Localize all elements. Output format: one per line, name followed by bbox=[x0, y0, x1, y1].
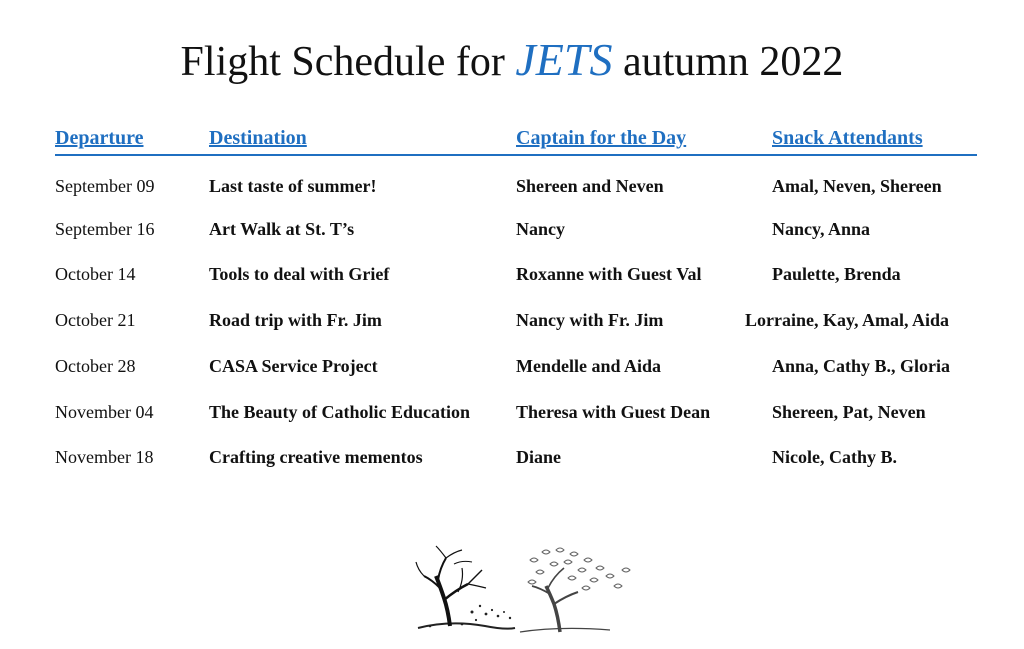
destination: Art Walk at St. T’s bbox=[209, 219, 355, 239]
table-row bbox=[55, 216, 977, 242]
windblown-trees-icon bbox=[410, 540, 640, 640]
snack-attendants: Lorraine, Kay, Amal, Aida bbox=[745, 310, 950, 330]
title-jets: JETS bbox=[515, 34, 613, 85]
snack-attendants: Anna, Cathy B., Gloria bbox=[772, 356, 951, 376]
destination: Tools to deal with Grief bbox=[209, 264, 390, 284]
captain: Mendelle and Aida bbox=[516, 356, 662, 376]
captain: Shereen and Neven bbox=[516, 176, 664, 196]
header-departure: Departure bbox=[55, 127, 144, 149]
departure-date: October 21 bbox=[55, 310, 136, 330]
captain: Theresa with Guest Dean bbox=[516, 402, 711, 422]
table-row bbox=[55, 353, 977, 379]
departure-date: October 14 bbox=[55, 264, 136, 284]
table-row bbox=[55, 173, 977, 199]
departure-date: September 16 bbox=[55, 219, 155, 239]
captain: Nancy with Fr. Jim bbox=[516, 310, 664, 330]
header-destination: Destination bbox=[209, 127, 307, 149]
destination: Crafting creative mementos bbox=[209, 447, 423, 467]
table-row bbox=[55, 444, 977, 470]
table-row bbox=[55, 307, 977, 333]
destination: Road trip with Fr. Jim bbox=[209, 310, 382, 330]
table-row bbox=[55, 399, 977, 425]
header-captain: Captain for the Day bbox=[516, 127, 687, 149]
header-snack-attendants: Snack Attendants bbox=[772, 127, 923, 149]
snack-attendants: Nicole, Cathy B. bbox=[772, 447, 897, 467]
snack-attendants: Paulette, Brenda bbox=[772, 264, 901, 284]
snack-attendants: Shereen, Pat, Neven bbox=[772, 402, 926, 422]
captain: Diane bbox=[516, 447, 561, 467]
snack-attendants: Amal, Neven, Shereen bbox=[772, 176, 942, 196]
departure-date: September 09 bbox=[55, 176, 155, 196]
captain: Roxanne with Guest Val bbox=[516, 264, 702, 284]
captain: Nancy bbox=[516, 219, 565, 239]
departure-date: November 04 bbox=[55, 402, 154, 422]
snack-attendants: Nancy, Anna bbox=[772, 219, 871, 239]
destination: Last taste of summer! bbox=[209, 176, 377, 196]
title-suffix: autumn 2022 bbox=[612, 39, 844, 85]
page-title bbox=[0, 30, 1024, 92]
title-prefix: Flight Schedule for bbox=[180, 39, 516, 85]
table-header bbox=[55, 124, 977, 156]
departure-date: November 18 bbox=[55, 447, 154, 467]
destination: CASA Service Project bbox=[209, 356, 378, 376]
departure-date: October 28 bbox=[55, 356, 136, 376]
table-row bbox=[55, 261, 977, 287]
destination: The Beauty of Catholic Education bbox=[209, 402, 471, 422]
